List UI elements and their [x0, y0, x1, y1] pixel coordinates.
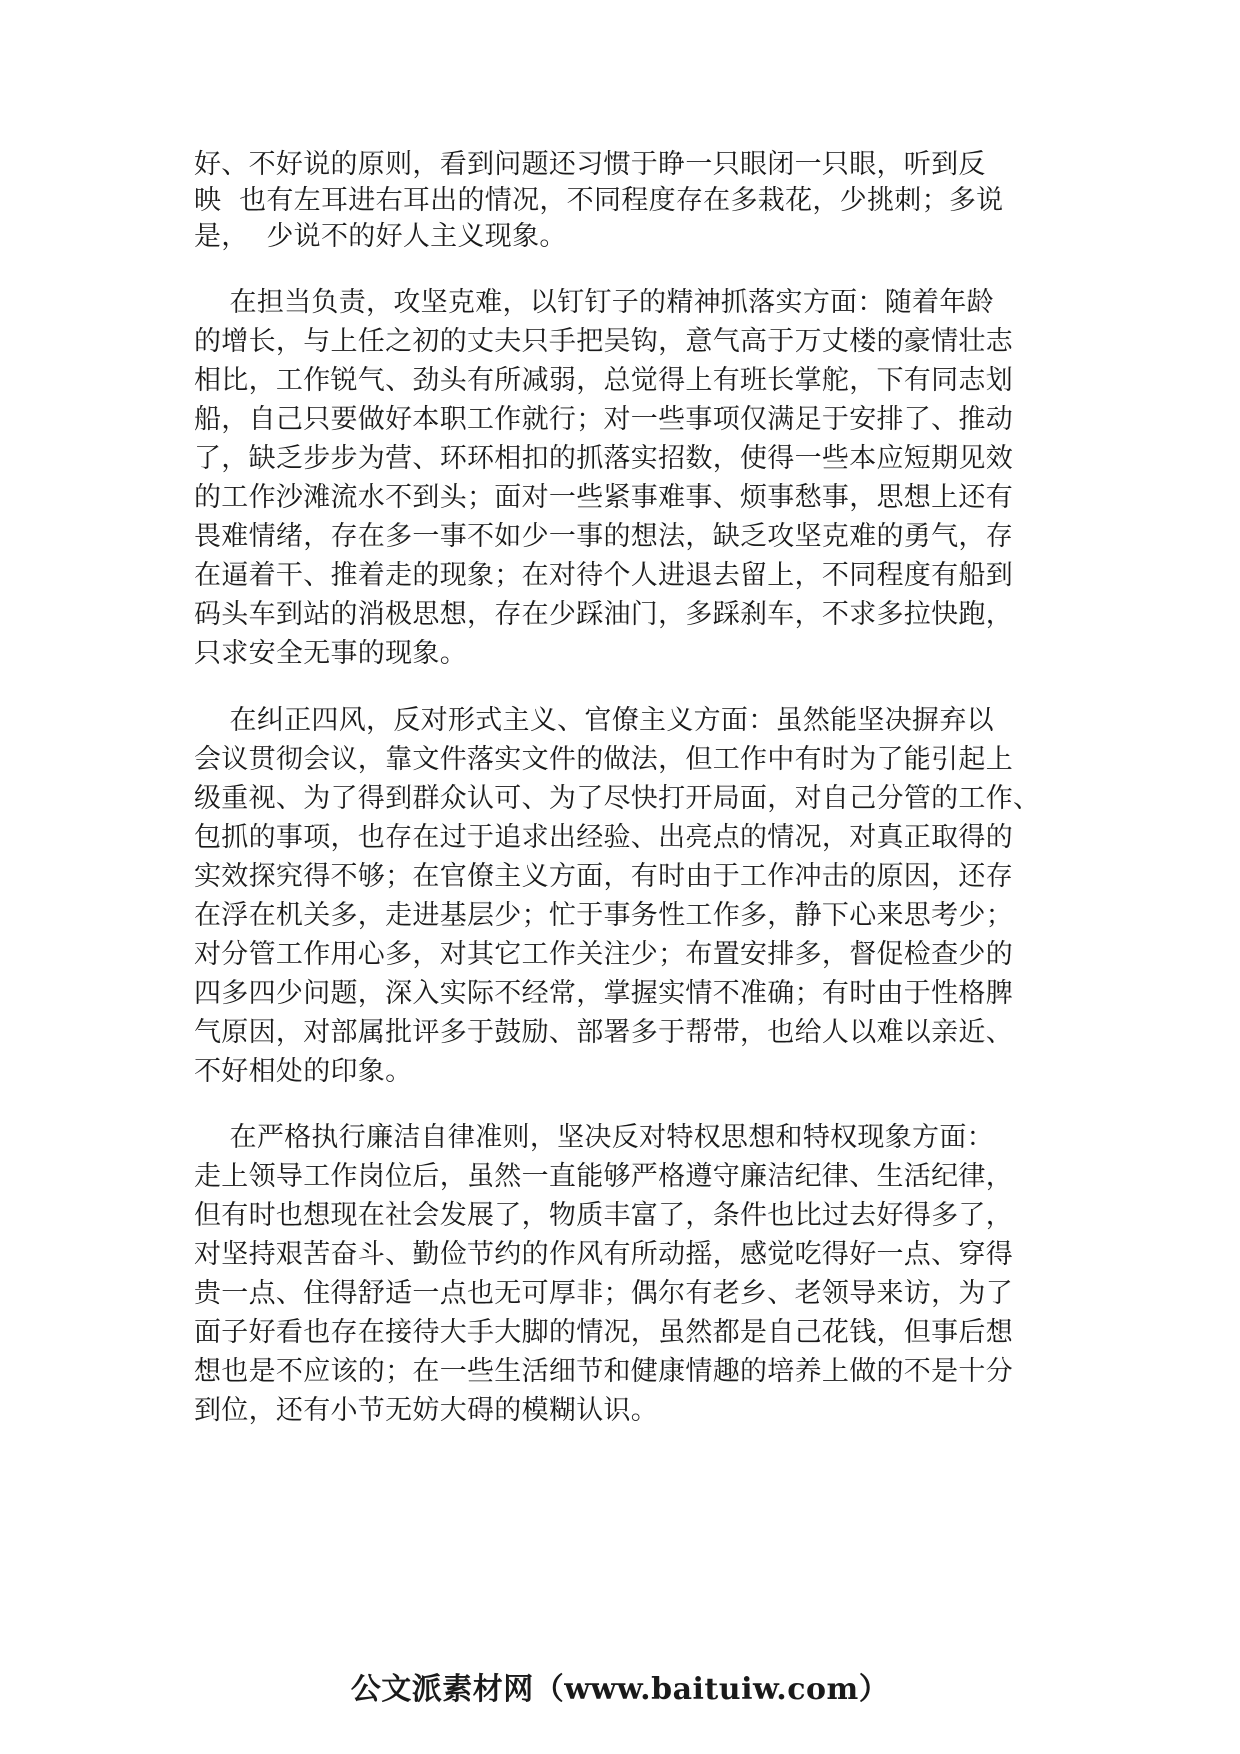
paragraph-2-line-2: 的增长，与上任之初的丈夫只手把吴钩，意气高于万丈楼的豪情壮志	[194, 326, 1013, 357]
paragraph-4-line-5: 贵一点、住得舒适一点也无可厚非；偶尔有老乡、老领导来访，为了	[194, 1278, 1013, 1309]
paragraph-3-line-9: 气原因，对部属批评多于鼓励、部署多于帮带，也给人以难以亲近、	[194, 1017, 1013, 1048]
paragraph-4-line-7: 想也是不应该的；在一些生活细节和健康情趣的培养上做的不是十分	[194, 1356, 1013, 1387]
paragraph-3-line-8: 四多四少问题，深入实际不经常，掌握实情不准确；有时由于性格脾	[194, 978, 1013, 1009]
paragraph-4-line-3: 但有时也想现在社会发展了，物质丰富了，条件也比过去好得多了，	[194, 1200, 1013, 1231]
footer-source-text: 公文派素材网（www.baituiw.com）	[350, 1672, 890, 1707]
paragraph-4-line-2: 走上领导工作岗位后，虽然一直能够严格遵守廉洁纪律、生活纪律，	[194, 1161, 1013, 1192]
paragraph-1-line-3: 是， 少说不的好人主义现象。	[194, 221, 567, 252]
paragraph-2-line-3: 相比，工作锐气、劲头有所减弱，总觉得上有班长掌舵，下有同志划	[194, 365, 1013, 396]
paragraph-4-line-8: 到位，还有小节无妨大碍的模糊认识。	[194, 1395, 659, 1426]
paragraph-1-line-2: 映 也有左耳进右耳出的情况，不同程度存在多栽花，少挑刺；多说	[194, 185, 1004, 216]
paragraph-2-line-10: 只求安全无事的现象。	[194, 638, 467, 669]
paragraph-3-line-2: 会议贯彻会议，靠文件落实文件的做法，但工作中有时为了能引起上	[194, 744, 1013, 775]
paragraph-2-line-9: 码头车到站的消极思想，存在少踩油门，多踩刹车，不求多拉快跑，	[194, 599, 1013, 630]
paragraph-4-line-6: 面子好看也存在接待大手大脚的情况，虽然都是自己花钱，但事后想	[194, 1317, 1013, 1348]
paragraph-4-line-4: 对坚持艰苦奋斗、勤俭节约的作风有所动摇，感觉吃得好一点、穿得	[194, 1239, 1013, 1270]
paragraph-3-line-5: 实效探究得不够；在官僚主义方面，有时由于工作冲击的原因，还存	[194, 861, 1013, 892]
paragraph-3-line-7: 对分管工作用心多，对其它工作关注少；布置安排多，督促检查少的	[194, 939, 1013, 970]
paragraph-3-line-6: 在浮在机关多，走进基层少；忙于事务性工作多，静下心来思考少；	[194, 900, 1013, 931]
paragraph-2-line-5: 了，缺乏步步为营、环环相扣的抓落实招数，使得一些本应短期见效	[194, 443, 1013, 474]
paragraph-3-line-10: 不好相处的印象。	[194, 1056, 413, 1087]
paragraph-2-line-7: 畏难情绪，存在多一事不如少一事的想法，缺乏攻坚克难的勇气，存	[194, 521, 1013, 552]
paragraph-4-line-1: 在严格执行廉洁自律准则，坚决反对特权思想和特权现象方面：	[194, 1122, 994, 1153]
paragraph-1-line-1: 好、不好说的原则，看到问题还习惯于睁一只眼闭一只眼，听到反	[194, 149, 986, 180]
paragraph-2-line-1: 在担当负责，攻坚克难，以钉钉子的精神抓落实方面：随着年龄	[194, 287, 994, 318]
paragraph-3-line-1: 在纠正四风，反对形式主义、官僚主义方面：虽然能坚决摒弃以	[194, 705, 994, 736]
paragraph-2-line-8: 在逼着干、推着走的现象；在对待个人进退去留上，不同程度有船到	[194, 560, 1013, 591]
paragraph-2-line-4: 船，自己只要做好本职工作就行；对一些事项仅满足于安排了、推动	[194, 404, 1013, 435]
paragraph-3-line-3: 级重视、为了得到群众认可、为了尽快打开局面，对自己分管的工作、	[194, 783, 1041, 814]
paragraph-3-line-4: 包抓的事项，也存在过于追求出经验、出亮点的情况，对真正取得的	[194, 822, 1013, 853]
paragraph-2-line-6: 的工作沙滩流水不到头；面对一些紧事难事、烦事愁事，思想上还有	[194, 482, 1013, 513]
